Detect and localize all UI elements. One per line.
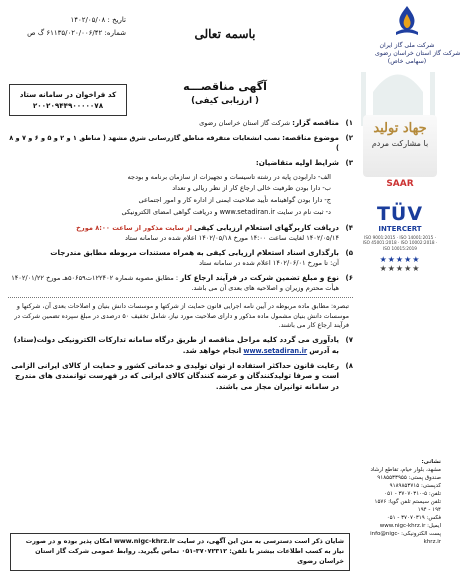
item-text: : مطابق مصوبه شماره ۱۲۲۴۰۲ت۵۰۶۵۹هـ مورخ ۱۴۰۲/۰۱/۲۲ هیأت محترم وزیران و اصلاحیه های بعدی آن می باشد.: [11, 273, 339, 292]
ad-title-block: [160, 80, 290, 106]
ad-subtitle: ( ارزیابی کیفی): [191, 96, 259, 106]
item-label: شرایط اولیه متقاضیان:: [255, 157, 339, 167]
item-number: ۵): [345, 248, 353, 257]
item-number: ۳): [345, 158, 353, 167]
ad-title: آگهی مناقصـــه: [183, 80, 267, 93]
item-text: یادآوری می گردد کلیه مراحل مناقصه از طریق درگاه سامانه تدارکات الکترونیکی دولت(ستاد) به آدرس: [13, 334, 339, 355]
company-name-line-2: شرکت گاز استان خراسان رضوی: [375, 49, 460, 57]
ad-body: [8, 118, 353, 397]
item-label: مناقصه گزار:: [292, 118, 339, 127]
item-label: موضوع مناقصه:: [282, 132, 339, 142]
intercert-label: INTERCERT: [378, 225, 422, 233]
item-number: ۸): [345, 361, 353, 370]
number-value: ۶۱۱۳۵/۰۲۰/۰۰۶/۴۲ گ ص: [27, 29, 103, 38]
item-3: [8, 158, 353, 169]
item-text: آن: تا مورخ ۱۴۰۲/۰۶/۰۱ اعلام شده در سامانه ستاد: [199, 258, 339, 267]
rating-stars-icon: ★★★★★: [379, 255, 421, 265]
contact-line: تلفن سیستم تلفن گویا: ۱۵۷۶: [374, 498, 441, 505]
tender-code-label: کد فراخوان در سامانه ستاد: [19, 90, 117, 99]
item-6: [8, 273, 353, 294]
date-label: تاریخ :: [107, 16, 126, 24]
rating-stars-secondary-icon: ★★★★★: [379, 264, 421, 274]
tuv-logo: TÜV: [376, 203, 424, 225]
contact-info: [359, 459, 441, 547]
saar-label: SAAR: [386, 179, 414, 189]
setad-link[interactable]: www.setadiran.ir: [243, 346, 308, 355]
date-value: ۱۴۰۲/۰۵/۰۸: [70, 16, 106, 24]
company-name-line-3: (سهامی خاص): [387, 57, 427, 65]
condition-2: ب- دارا بودن ظرفیت خالی ارجاع کار از نظر ریالی و تعداد: [172, 184, 331, 193]
item-label: بارگذاری اسناد استعلام ارزیابی کیفی به همراه مستندات مربوطه مطابق مندرجات: [50, 247, 339, 257]
tuv-certification: [361, 203, 439, 251]
number-label: شماره:: [104, 29, 126, 38]
footer-notice-box: [10, 533, 350, 571]
contact-line: نشانی:: [421, 459, 441, 465]
contact-line: مشهد، بلوار خیام، تقاطع ارشاد: [370, 466, 441, 473]
item-highlight: از سایت مذکور از ساعت ۸:۰۰ مورخ: [76, 224, 193, 233]
item-tail: انجام خواهد شد.: [182, 345, 242, 355]
side-column: [359, 115, 441, 273]
item-text: رعایت قانون حداکثر استفاده از توان تولیدی و خدماتی کشور و حمایت از کالای ایرانی الزامی است و صرفا تولیدکنندگان و عرضه کنندگان کالای ایرانی که در فهرست توانمندی های مندرج در سامانه توانیران مجاز می باشند.: [11, 360, 339, 392]
item-number: ۲): [345, 133, 353, 142]
item-2: [8, 133, 353, 154]
item-label: نوع و مبلغ تضمین شرکت در فرآیند ارجاع کار: [180, 272, 339, 282]
contact-line: فکس: ۳۷۰۷۰۳۱۹ - ۰۵۱: [386, 514, 441, 521]
item-label: دریافت کاربرگهای استعلام ارزیابی کیفی: [194, 223, 339, 233]
item-5: [8, 248, 353, 269]
nigc-flame-icon: [392, 4, 422, 38]
contact-line: ۱۹۴ - ۱۹۴: [417, 506, 441, 513]
basmala: باسمه تعالی: [194, 27, 256, 41]
condition-3: ج- دارا بودن گواهینامه تأیید صلاحیت ایمنی از اداره کار و امور اجتماعی: [138, 196, 331, 205]
contact-line: صندوق پستی: ۹۱۸۵۵۳۳۹۵۵: [377, 474, 441, 481]
item-1: [8, 118, 353, 129]
item-text: شرکت گاز استان خراسان رضوی: [199, 119, 291, 127]
condition-4: د- ثبت نام در سایت www.setadiran.ir و دریافت گواهی امضای الکترونیکی: [121, 208, 331, 217]
item-number: ۱): [345, 119, 353, 127]
divider: [8, 297, 353, 298]
seal-subtitle: با مشارکت مردم: [371, 138, 429, 148]
item-text: نصب انشعابات متفرقه مناطق گازرسانی شرق مشهد ( مناطق ۱ و ۲ و ۵ و ۶ و ۷ و ۸ ): [9, 133, 339, 152]
contact-line: تلفن: ۵-۳۷۰۷۰۳۱۰ - ۰۵۱: [384, 490, 441, 497]
number-row: [8, 27, 126, 40]
contact-line: کدپستی: ۹۱۸۹۸۵۳۷۱۵: [389, 482, 441, 489]
item-text: ۱۴۰۲/۰۵/۱۴ لغایت ساعت ۱۴:۰۰ مورخ ۱۴۰۲/۰۵/۱۸ اعلام شده در سامانه ستاد: [124, 234, 339, 243]
seal-title: جهاد تولید: [373, 121, 427, 136]
item-8: [8, 361, 353, 394]
tender-code-box: [9, 84, 127, 116]
company-name-line-1: شرکت ملی گاز ایران: [379, 42, 435, 49]
tender-code-value: ۲۰۰۲۰۹۴۴۹۰۰۰۰۰۷۸: [32, 101, 104, 111]
item-4: [8, 223, 353, 244]
item-7: [8, 335, 353, 357]
date-row: [8, 14, 126, 27]
iso-cert-list: ISO 9001:2015 · ISO 14001:2015 · ISO 45001:2018 · ISO 10002:2018 · ISO 10015:2019: [362, 235, 438, 251]
contact-line: پست الکترونیکی: info@nigc-khrz.ir: [370, 530, 441, 545]
guarantee-note: تبصره: مطابق ماده مربوطه در آیین نامه اجرایی قانون حمایت از شرکتها و موسسات دانش بنیان و اصلاحات بعدی آن، شرکتها و موسسات دانش بنیان مشمول ماده مذکور و دارای صلاحیت مورد نیاز، شامل تخفیف ۵۰ درصدی در مبلغ سپرده تضمین شرکت در فرآیند ارجاع کار می باشند.: [14, 303, 349, 330]
item-number: ۶): [345, 273, 353, 282]
condition-1: الف- دارابودن پایه در رشته تاسیسات و تجهیزات از سازمان برنامه و بودجه: [127, 172, 331, 181]
contact-line: ایمیل: www.nigc-khrz.ir: [379, 522, 441, 529]
letter-meta: [8, 14, 126, 41]
footer-text: شایان ذکر است دسترسی به متن این آگهی، در سایت www.nigc-khrz.ir امکان پذیر بوده و در صورت نیاز به کسب اطلاعات بیشتر با تلفن: ۳۷۰۷۲۳۱۲-۰۵۱ تماس بگیرید. روابط عمومی شرکت گاز استان خراسان رضوی: [25, 537, 344, 565]
item-number: ۷): [345, 335, 353, 344]
item-number: ۴): [345, 224, 353, 233]
production-leap-seal: [363, 115, 437, 177]
